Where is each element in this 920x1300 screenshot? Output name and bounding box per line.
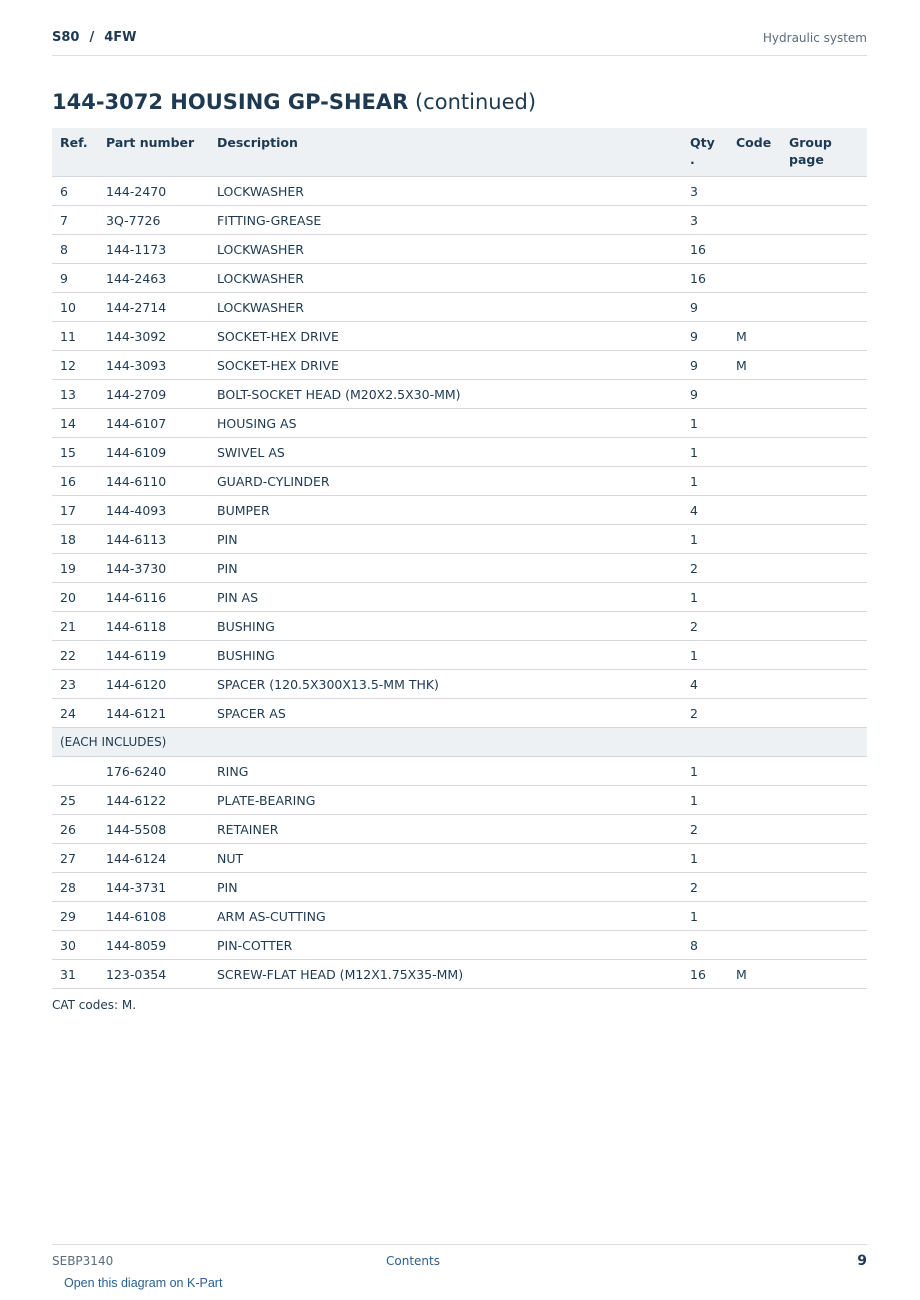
- qty-cell: 3: [682, 206, 728, 235]
- qty-cell: 1: [682, 467, 728, 496]
- ref-cell: 23: [52, 670, 98, 699]
- code-cell: [728, 641, 781, 670]
- table-row: [52, 351, 867, 380]
- title-suffix: (continued): [414, 90, 537, 114]
- ref-cell: 24: [52, 699, 98, 728]
- qty-cell: 9: [682, 293, 728, 322]
- ref-cell: 20: [52, 583, 98, 612]
- part-number-cell: 144-3730: [98, 554, 209, 583]
- qty-cell: 1: [682, 409, 728, 438]
- code-cell: [728, 902, 781, 931]
- table-row: [52, 235, 867, 264]
- ref-cell: 28: [52, 873, 98, 902]
- part-number-cell: 144-6122: [98, 786, 209, 815]
- cat-codes-note: CAT codes: M.: [52, 998, 137, 1012]
- group-page-cell: [781, 554, 867, 583]
- qty-cell: 1: [682, 844, 728, 873]
- description-cell: LOCKWASHER: [209, 177, 682, 206]
- table-row: [52, 409, 867, 438]
- part-number-cell: 144-6108: [98, 902, 209, 931]
- part-number-cell: 144-2463: [98, 264, 209, 293]
- code-cell: [728, 264, 781, 293]
- qty-cell: 8: [682, 931, 728, 960]
- group-page-cell: [781, 873, 867, 902]
- part-number-cell: 144-4093: [98, 496, 209, 525]
- code-cell: [728, 293, 781, 322]
- qty-cell: 9: [682, 380, 728, 409]
- qty-cell: 3: [682, 177, 728, 206]
- description-cell: PLATE-BEARING: [209, 786, 682, 815]
- group-page-cell: [781, 641, 867, 670]
- document-id: SEBP3140: [52, 1254, 114, 1268]
- table-row: [52, 873, 867, 902]
- table-row: [52, 322, 867, 351]
- ref-cell: 25: [52, 786, 98, 815]
- qty-cell: 9: [682, 351, 728, 380]
- section-label: Hydraulic system: [762, 31, 867, 45]
- qty-cell: 4: [682, 670, 728, 699]
- description-cell: FITTING-GREASE: [209, 206, 682, 235]
- serial-label: 4FW: [104, 30, 137, 45]
- model-separator: /: [89, 30, 95, 45]
- group-page-cell: [781, 177, 867, 206]
- group-page-cell: [781, 438, 867, 467]
- description-cell: BUMPER: [209, 496, 682, 525]
- ref-cell: 7: [52, 206, 98, 235]
- group-page-cell: [781, 351, 867, 380]
- group-page-cell: [781, 322, 867, 351]
- table-row: [52, 293, 867, 322]
- table-row: [52, 438, 867, 467]
- qty-cell: 16: [682, 235, 728, 264]
- table-row: [52, 786, 867, 815]
- description-cell: BUSHING: [209, 612, 682, 641]
- ref-cell: 18: [52, 525, 98, 554]
- ref-cell: 29: [52, 902, 98, 931]
- code-cell: [728, 786, 781, 815]
- part-number-cell: 144-1173: [98, 235, 209, 264]
- table-row: [52, 757, 867, 786]
- description-cell: PIN: [209, 525, 682, 554]
- description-cell: RETAINER: [209, 815, 682, 844]
- group-page-cell: [781, 612, 867, 641]
- column-header-qty: Qty .: [682, 128, 728, 177]
- description-cell: PIN-COTTER: [209, 931, 682, 960]
- code-cell: M: [728, 960, 781, 989]
- description-cell: HOUSING AS: [209, 409, 682, 438]
- ref-cell: 15: [52, 438, 98, 467]
- part-number-cell: 144-6116: [98, 583, 209, 612]
- part-number-cell: 144-3731: [98, 873, 209, 902]
- part-number-cell: 144-6110: [98, 467, 209, 496]
- description-cell: LOCKWASHER: [209, 293, 682, 322]
- part-number-cell: 3Q-7726: [98, 206, 209, 235]
- part-number-cell: 144-6113: [98, 525, 209, 554]
- table-row: [52, 583, 867, 612]
- part-number-cell: 144-6118: [98, 612, 209, 641]
- code-cell: [728, 670, 781, 699]
- table-row: [52, 612, 867, 641]
- description-cell: BOLT-SOCKET HEAD (M20X2.5X30-MM): [209, 380, 682, 409]
- description-cell: SOCKET-HEX DRIVE: [209, 322, 682, 351]
- ref-cell: [52, 757, 98, 786]
- description-cell: RING: [209, 757, 682, 786]
- ref-cell: 9: [52, 264, 98, 293]
- code-cell: [728, 931, 781, 960]
- ref-cell: 11: [52, 322, 98, 351]
- group-page-cell: [781, 467, 867, 496]
- part-number-cell: 144-5508: [98, 815, 209, 844]
- ref-cell: 21: [52, 612, 98, 641]
- qty-cell: 1: [682, 757, 728, 786]
- description-cell: PIN AS: [209, 583, 682, 612]
- description-cell: SWIVEL AS: [209, 438, 682, 467]
- ref-cell: 16: [52, 467, 98, 496]
- ref-cell: 12: [52, 351, 98, 380]
- column-header-description: Description: [209, 128, 682, 177]
- ref-cell: 27: [52, 844, 98, 873]
- group-page-cell: [781, 757, 867, 786]
- table-row: [52, 554, 867, 583]
- group-page-cell: [781, 496, 867, 525]
- qty-cell: 1: [682, 786, 728, 815]
- qty-cell: 2: [682, 554, 728, 583]
- code-cell: [728, 467, 781, 496]
- ref-cell: 6: [52, 177, 98, 206]
- part-number-cell: 144-2470: [98, 177, 209, 206]
- code-cell: [728, 380, 781, 409]
- part-number-cell: 144-6109: [98, 438, 209, 467]
- code-cell: [728, 177, 781, 206]
- part-number-cell: 144-6121: [98, 699, 209, 728]
- ref-cell: 13: [52, 380, 98, 409]
- group-page-cell: [781, 960, 867, 989]
- contents-link[interactable]: Contents: [386, 1254, 440, 1268]
- code-cell: [728, 815, 781, 844]
- code-cell: [728, 554, 781, 583]
- qty-cell: 16: [682, 264, 728, 293]
- code-cell: [728, 612, 781, 641]
- note-row: [52, 728, 867, 757]
- qty-cell: 1: [682, 583, 728, 612]
- page-footer: [52, 1244, 867, 1275]
- ref-cell: 17: [52, 496, 98, 525]
- group-page-cell: [781, 786, 867, 815]
- group-page-cell: [781, 264, 867, 293]
- parts-table-body: [52, 177, 867, 989]
- qty-cell: 1: [682, 438, 728, 467]
- table-row: [52, 931, 867, 960]
- group-page-cell: [781, 409, 867, 438]
- code-cell: [728, 583, 781, 612]
- table-row: [52, 844, 867, 873]
- part-number-cell: 144-2714: [98, 293, 209, 322]
- part-number-cell: 144-3093: [98, 351, 209, 380]
- table-row: [52, 177, 867, 206]
- ref-cell: 30: [52, 931, 98, 960]
- table-row: [52, 641, 867, 670]
- ref-cell: 26: [52, 815, 98, 844]
- qty-cell: 16: [682, 960, 728, 989]
- qty-cell: 9: [682, 322, 728, 351]
- part-number-cell: 144-6107: [98, 409, 209, 438]
- group-page-cell: [781, 525, 867, 554]
- group-page-cell: [781, 902, 867, 931]
- code-cell: M: [728, 322, 781, 351]
- description-cell: BUSHING: [209, 641, 682, 670]
- kpart-link[interactable]: Open this diagram on K-Part: [64, 1276, 223, 1290]
- qty-cell: 1: [682, 641, 728, 670]
- table-row: [52, 206, 867, 235]
- page-header: [52, 28, 867, 56]
- qty-cell: 2: [682, 699, 728, 728]
- header-row: [52, 128, 867, 177]
- group-page-cell: [781, 380, 867, 409]
- code-cell: [728, 235, 781, 264]
- part-number-cell: 123-0354: [98, 960, 209, 989]
- ref-cell: 19: [52, 554, 98, 583]
- qty-cell: 2: [682, 612, 728, 641]
- group-page-cell: [781, 583, 867, 612]
- code-cell: [728, 699, 781, 728]
- part-number-cell: 144-8059: [98, 931, 209, 960]
- table-row: [52, 380, 867, 409]
- description-cell: SPACER AS: [209, 699, 682, 728]
- ref-cell: 31: [52, 960, 98, 989]
- group-page-cell: [781, 699, 867, 728]
- qty-cell: 1: [682, 902, 728, 931]
- ref-cell: 10: [52, 293, 98, 322]
- code-cell: [728, 438, 781, 467]
- group-page-cell: [781, 293, 867, 322]
- table-row: [52, 902, 867, 931]
- part-number-cell: 144-3092: [98, 322, 209, 351]
- ref-cell: 22: [52, 641, 98, 670]
- column-header-part-number: Part number: [98, 128, 209, 177]
- model-serial: [52, 30, 136, 45]
- code-cell: [728, 873, 781, 902]
- description-cell: PIN: [209, 554, 682, 583]
- parts-table-header: [52, 128, 867, 177]
- description-cell: SPACER (120.5X300X13.5-MM THK): [209, 670, 682, 699]
- code-cell: [728, 525, 781, 554]
- description-cell: ARM AS-CUTTING: [209, 902, 682, 931]
- code-cell: [728, 496, 781, 525]
- ref-cell: 14: [52, 409, 98, 438]
- parts-table: [52, 128, 867, 989]
- group-page-cell: [781, 815, 867, 844]
- table-row: [52, 699, 867, 728]
- part-number-cell: 144-6119: [98, 641, 209, 670]
- description-cell: SOCKET-HEX DRIVE: [209, 351, 682, 380]
- part-number-cell: 144-6120: [98, 670, 209, 699]
- column-header-code: Code: [728, 128, 781, 177]
- note-text: (EACH INCLUDES): [52, 728, 867, 757]
- table-row: [52, 467, 867, 496]
- part-group-title: 144-3072 HOUSING GP-SHEAR: [52, 90, 409, 114]
- ref-cell: 8: [52, 235, 98, 264]
- code-cell: [728, 409, 781, 438]
- group-page-cell: [781, 844, 867, 873]
- qty-cell: 2: [682, 873, 728, 902]
- description-cell: NUT: [209, 844, 682, 873]
- group-page-cell: [781, 931, 867, 960]
- description-cell: LOCKWASHER: [209, 235, 682, 264]
- description-cell: SCREW-FLAT HEAD (M12X1.75X35-MM): [209, 960, 682, 989]
- table-row: [52, 815, 867, 844]
- part-number-cell: 144-6124: [98, 844, 209, 873]
- group-page-cell: [781, 206, 867, 235]
- page-title: [52, 90, 536, 114]
- code-cell: M: [728, 351, 781, 380]
- description-cell: LOCKWASHER: [209, 264, 682, 293]
- code-cell: [728, 757, 781, 786]
- part-number-cell: 144-2709: [98, 380, 209, 409]
- table-row: [52, 670, 867, 699]
- model-label: S80: [52, 30, 80, 45]
- table-row: [52, 496, 867, 525]
- table-row: [52, 525, 867, 554]
- qty-cell: 4: [682, 496, 728, 525]
- qty-cell: 1: [682, 525, 728, 554]
- code-cell: [728, 844, 781, 873]
- table-row: [52, 960, 867, 989]
- part-number-cell: 176-6240: [98, 757, 209, 786]
- qty-cell: 2: [682, 815, 728, 844]
- column-header-group-page: Group page: [781, 128, 867, 177]
- group-page-cell: [781, 235, 867, 264]
- column-header-ref: Ref.: [52, 128, 98, 177]
- table-row: [52, 264, 867, 293]
- code-cell: [728, 206, 781, 235]
- group-page-cell: [781, 670, 867, 699]
- page-number: 9: [857, 1253, 867, 1269]
- description-cell: PIN: [209, 873, 682, 902]
- description-cell: GUARD-CYLINDER: [209, 467, 682, 496]
